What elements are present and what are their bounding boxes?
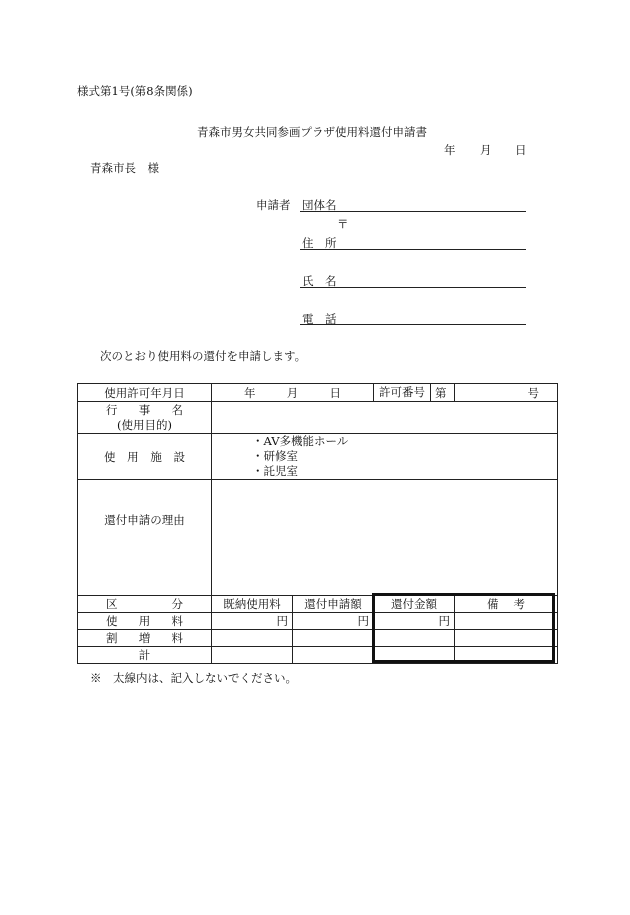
reason-field[interactable] — [212, 480, 558, 596]
fee-refund-cell — [374, 630, 455, 647]
fee-requested-cell[interactable] — [293, 630, 374, 647]
fee-paid-header: 既納使用料 — [212, 596, 293, 613]
fee-remarks-cell — [455, 647, 558, 664]
fee-refund-header: 還付金額 — [374, 596, 455, 613]
fee-row-label: 計 — [78, 647, 212, 664]
fee-requested-cell[interactable] — [293, 647, 374, 664]
table-row — [78, 613, 558, 630]
fee-paid-cell[interactable]: 円 — [212, 613, 293, 630]
fee-refund-cell: 円 — [374, 613, 455, 630]
event-purpose-label: (使用目的) — [117, 417, 172, 432]
address-field[interactable] — [300, 249, 526, 250]
intro-text: 次のとおり使用料の還付を申請します。 — [100, 349, 307, 363]
fee-refund-cell — [374, 647, 455, 664]
reason-label: 還付申請の理由 — [78, 480, 212, 596]
permit-date-value[interactable]: 年 月 日 — [212, 384, 374, 402]
applicant-label: 申請者 — [256, 198, 291, 212]
group-name-field[interactable] — [300, 211, 526, 212]
permit-number-label: 許可番号 — [374, 384, 431, 401]
date-month-label: 月 — [480, 143, 492, 157]
page-title: 青森市男女共同参画プラザ使用料還付申請書 — [197, 125, 427, 139]
facility-label: 使 用 施 設 — [78, 434, 212, 480]
name-label: 氏 名 — [302, 274, 337, 288]
name-field[interactable] — [300, 287, 526, 288]
fee-paid-cell[interactable] — [212, 630, 293, 647]
fee-remarks-cell — [455, 613, 558, 630]
fee-requested-cell[interactable]: 円 — [293, 613, 374, 630]
footnote: ※ 太線内は、記入しないでください。 — [90, 671, 297, 685]
facility-item: ・研修室 — [252, 449, 298, 463]
table-row — [78, 630, 558, 647]
postal-mark: 〒 — [337, 217, 349, 231]
group-name-label: 団体名 — [302, 198, 337, 212]
phone-label: 電 話 — [302, 312, 337, 326]
fee-paid-cell[interactable] — [212, 647, 293, 664]
table-row — [78, 647, 558, 664]
date-day-label: 日 — [515, 143, 527, 157]
form-number: 様式第1号(第8条関係) — [77, 84, 193, 98]
fee-row-label: 割 増 料 — [78, 630, 212, 647]
event-name-label: 行 事 名 (使用目的) — [78, 402, 212, 434]
address-label: 住 所 — [302, 236, 337, 250]
facility-item: ・AV多機能ホール — [252, 434, 349, 448]
permit-date-label: 使用許可年月日 — [78, 384, 212, 402]
fee-remarks-cell — [455, 630, 558, 647]
fee-remarks-header: 備 考 — [455, 596, 558, 613]
addressee: 青森市長 様 — [90, 161, 159, 175]
event-name-field[interactable] — [212, 402, 558, 434]
date-year-label: 年 — [444, 143, 456, 157]
fee-requested-header: 還付申請額 — [293, 596, 374, 613]
permit-number-value[interactable]: 第 号 — [455, 384, 558, 402]
fee-row-label: 使 用 料 — [78, 613, 212, 630]
facility-list[interactable] — [212, 434, 558, 480]
phone-field[interactable] — [300, 324, 526, 325]
application-table — [77, 383, 558, 664]
facility-item: ・託児室 — [252, 464, 298, 478]
fee-category-header: 区 分 — [78, 596, 212, 613]
